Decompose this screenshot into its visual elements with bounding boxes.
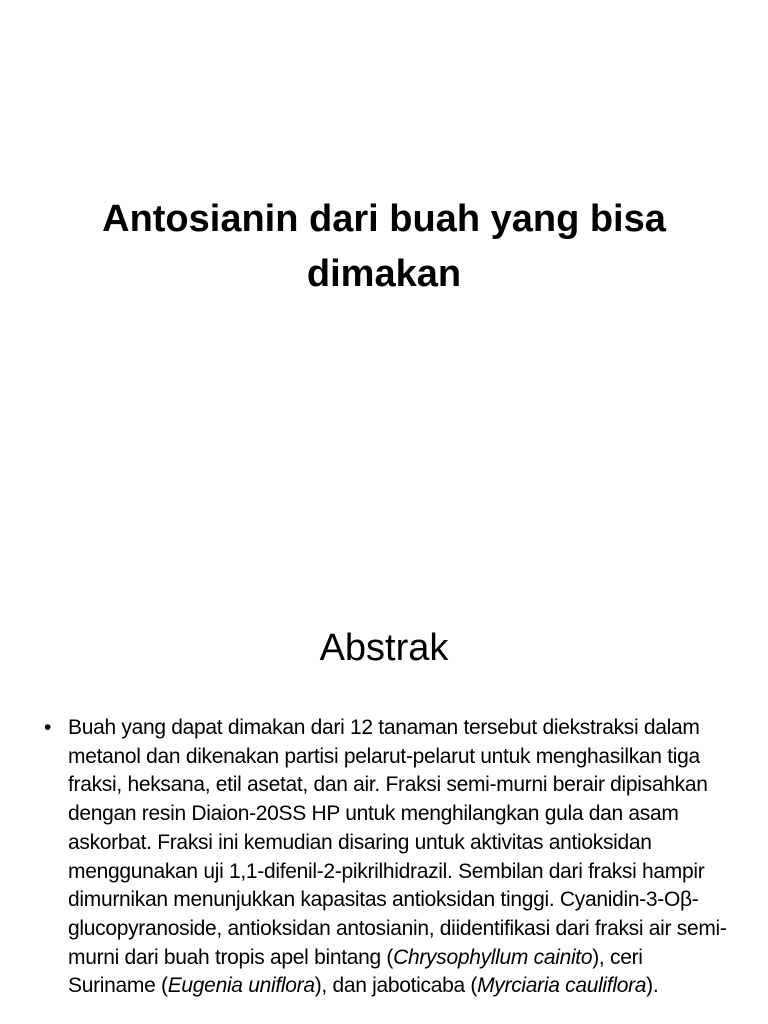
paragraph-text-2: ), ceri Suriname ( xyxy=(68,945,643,998)
slide-abstract xyxy=(0,576,768,1024)
title-line-2: dimakan xyxy=(306,253,462,295)
bullet-marker: • xyxy=(44,716,52,739)
paragraph-text-1: Buah yang dapat dimakan dari 12 tanaman tersebut diekstraksi dalam metanol dan dikenakan partisi pelarut-pelarut untuk menghasilkan tiga fraksi, heksana, etil asetat, dan air. Fraksi semi-murni berair dipisahkan dengan resin Diaion-20SS HP untuk menghilangkan gula dan asam askorbat. Fraksi ini kemudian disaring untuk aktivitas antioksidan menggunakan uji 1,1-difenil-2-pikrilhidrazil. Sembilan dari fraksi hampir dimurnikan menunjukkan kapasitas antioksidan tinggi. Cyanidin-3-Oβ-glucopyranoside, antioksidan antosianin, diidentifikasi dari fraksi air semi-murni dari buah tropis apel bintang ( xyxy=(68,716,727,969)
species-name-2: Eugenia uniflora xyxy=(167,974,315,998)
paragraph-text-3: ), dan jaboticaba ( xyxy=(314,974,478,998)
abstract-heading: Abstrak xyxy=(319,627,449,669)
abstract-paragraph xyxy=(68,714,728,1001)
species-name-1: Chrysophyllum cainito xyxy=(393,945,593,969)
slide-title-heading xyxy=(60,192,708,302)
paragraph-text-4: ). xyxy=(646,974,659,998)
title-line-1: Antosianin dari buah yang bisa xyxy=(102,198,666,240)
abstract-body xyxy=(44,714,728,1001)
species-name-3: Myrciaria cauliflora xyxy=(477,974,647,998)
